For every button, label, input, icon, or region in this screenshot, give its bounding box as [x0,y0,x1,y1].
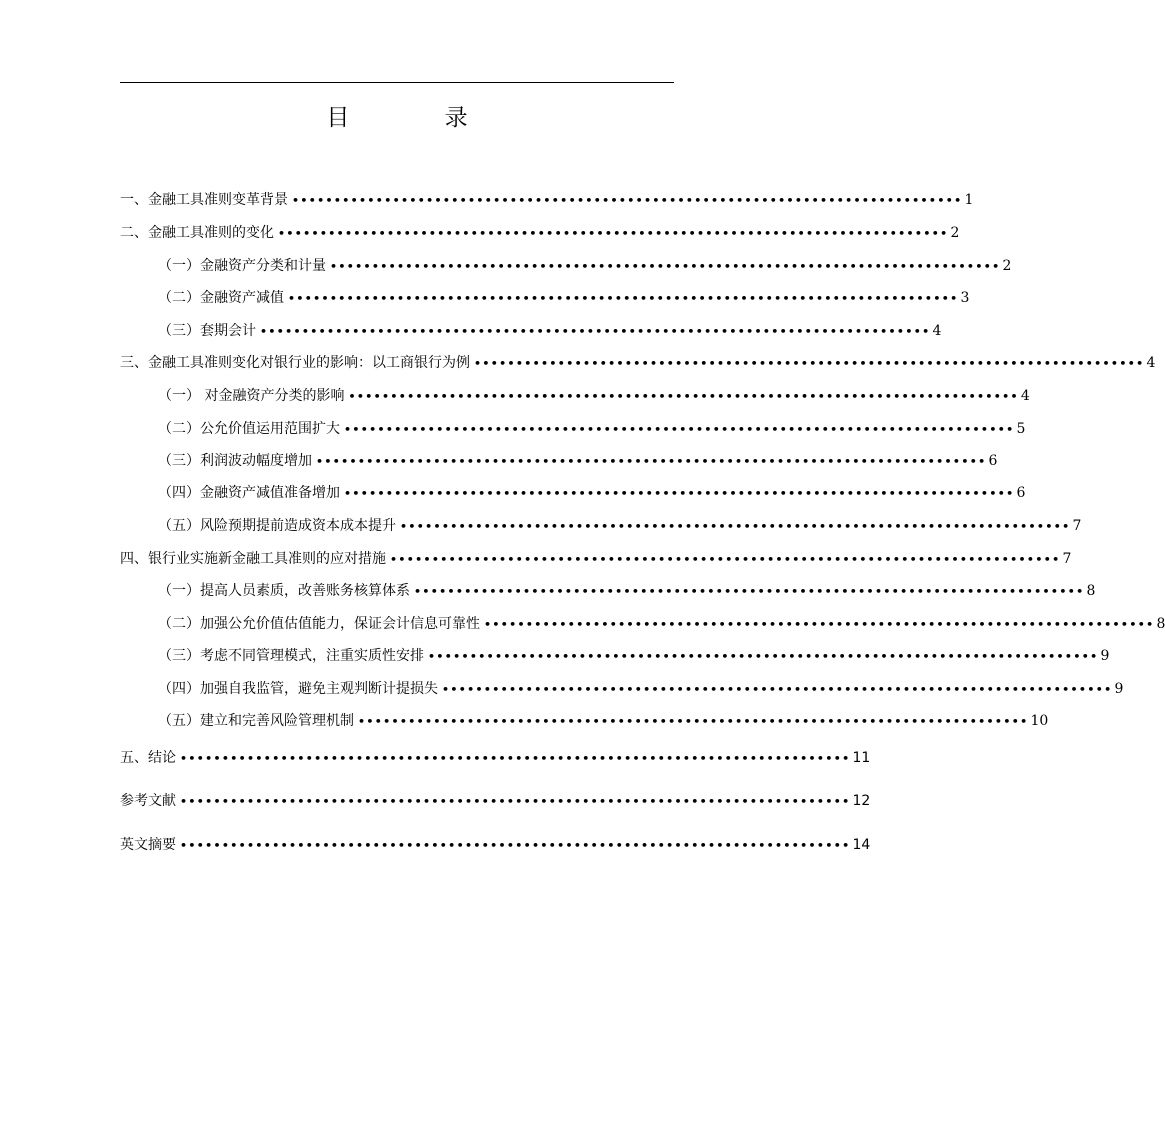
toc-entry[interactable] [120,190,974,211]
toc-entry-text: 英文摘要 [120,837,176,853]
toc-entry-text: 二、金融工具准则的变化 [120,225,274,241]
toc-dot-leader: •••••••••••••••••••••••••••••••••••••••••••••••••••••••••••••••••••••••••••••••• [288,292,959,305]
toc-dot-leader: •••••••••••••••••••••••••••••••••••••••••••••••••••••••••••••••••••••••••••••••• [358,715,1029,728]
toc-page-number: 2 [1002,258,1012,274]
toc-entry-text: （四）加强自我监管，避免主观判断计提损失 [158,681,438,697]
toc-page-number: 3 [960,290,970,306]
toc-dot-leader: •••••••••••••••••••••••••••••••••••••••••••••••••••••••••••••••••••••••••••••••• [442,683,1113,696]
toc-page-number: 6 [988,453,998,469]
toc-entry[interactable] [120,549,1072,570]
toc-page-number: 4 [1146,355,1156,371]
toc-entry-text: （三）考虑不同管理模式，注重实质性安排 [158,648,424,664]
toc-dot-leader: •••••••••••••••••••••••••••••••••••••••••••••••••••••••••••••••••••••••••••••••• [400,520,1071,533]
toc-entry[interactable] [120,451,998,472]
toc-page-number: 9 [1114,681,1124,697]
toc-entry[interactable] [120,679,1124,700]
toc-dot-leader: •••••••••••••••••••••••••••••••••••••••••••••••••••••••••••••••••••••••••••••••• [180,839,851,852]
toc-entry[interactable] [120,748,871,769]
toc-entry[interactable] [120,288,970,309]
toc-dot-leader: •••••••••••••••••••••••••••••••••••••••••••••••••••••••••••••••••••••••••••••••• [330,260,1001,273]
toc-dot-leader: •••••••••••••••••••••••••••••••••••••••••••••••••••••••••••••••••••••••••••••••• [278,227,949,240]
toc-entry-text: （二）公允价值运用范围扩大 [158,421,340,437]
toc-page-number: 9 [1100,648,1110,664]
toc-dot-leader: •••••••••••••••••••••••••••••••••••••••••••••••••••••••••••••••••••••••••••••••• [474,357,1145,370]
toc-entry-text: （三）利润波动幅度增加 [158,453,312,469]
toc-dot-leader: •••••••••••••••••••••••••••••••••••••••••••••••••••••••••••••••••••••••••••••••• [484,618,1155,631]
toc-entry[interactable] [120,646,1110,667]
toc-dot-leader: •••••••••••••••••••••••••••••••••••••••••••••••••••••••••••••••••••••••••••••••• [414,585,1085,598]
toc-entry-text: （四）金融资产减值准备增加 [158,485,340,501]
header-rule [120,82,674,83]
toc-dot-leader: •••••••••••••••••••••••••••••••••••••••••••••••••••••••••••••••••••••••••••••••• [344,487,1015,500]
toc-page-number: 6 [1016,485,1026,501]
toc-dot-leader: •••••••••••••••••••••••••••••••••••••••••••••••••••••••••••••••••••••••••••••••• [344,423,1015,436]
toc-page-number: 4 [1020,388,1030,404]
toc-entry-text: （二）加强公允价值估值能力，保证会计信息可靠性 [158,616,480,632]
toc-entry[interactable] [120,386,1030,407]
toc-page-number: 8 [1086,583,1096,599]
toc-page-number: 1 [964,192,974,208]
toc-page-number: 8 [1156,616,1165,632]
toc-entry-text: 参考文献 [120,793,176,809]
toc-entry-text: （一）提高人员素质，改善账务核算体系 [158,583,410,599]
toc-entry-text: （一）金融资产分类和计量 [158,258,326,274]
toc-dot-leader: •••••••••••••••••••••••••••••••••••••••••••••••••••••••••••••••••••••••••••••••• [348,390,1019,403]
toc-entry[interactable] [120,321,942,342]
toc-page-number: 4 [932,323,942,339]
toc-dot-leader: •••••••••••••••••••••••••••••••••••••••••••••••••••••••••••••••••••••••••••••••• [260,325,931,338]
toc-dot-leader: •••••••••••••••••••••••••••••••••••••••••••••••••••••••••••••••••••••••••••••••• [428,650,1099,663]
toc-dot-leader: •••••••••••••••••••••••••••••••••••••••••••••••••••••••••••••••••••••••••••••••• [390,553,1061,566]
toc-page-number: 14 [852,837,871,853]
toc-entry[interactable] [120,791,871,812]
toc-entry[interactable] [120,256,1012,277]
toc-page-number: 12 [852,793,871,809]
toc-entry[interactable] [120,483,1026,504]
toc-entry[interactable] [120,711,1049,732]
toc-entry[interactable] [120,223,960,244]
toc-entry-text: 一、金融工具准则变革背景 [120,192,288,208]
toc-dot-leader: •••••••••••••••••••••••••••••••••••••••••••••••••••••••••••••••••••••••••••••••• [180,752,851,765]
toc-entry[interactable] [120,516,1082,537]
page-title: 目 录 [326,105,512,131]
toc-entry[interactable] [120,581,1096,602]
toc-entry-text: （二）金融资产减值 [158,290,284,306]
toc-page-number: 2 [950,225,960,241]
toc-page-number: 5 [1016,421,1026,437]
toc-entry-text: 五、结论 [120,750,176,766]
toc-entry-text: 三、金融工具准则变化对银行业的影响：以工商银行为例 [120,355,470,371]
toc-entry[interactable] [120,419,1026,440]
toc-page-number: 7 [1062,551,1072,567]
toc-entry[interactable] [120,353,1156,374]
toc-dot-leader: •••••••••••••••••••••••••••••••••••••••••••••••••••••••••••••••••••••••••••••••• [292,194,963,207]
toc-page-number: 11 [852,750,871,766]
toc-entry-text: （五）风险预期提前造成资本成本提升 [158,518,396,534]
toc-page-number: 7 [1072,518,1082,534]
toc-entry-text: 四、银行业实施新金融工具准则的应对措施 [120,551,386,567]
toc-entry[interactable] [120,835,871,856]
toc-entry-text: （三）套期会计 [158,323,256,339]
toc-dot-leader: •••••••••••••••••••••••••••••••••••••••••••••••••••••••••••••••••••••••••••••••• [316,455,987,468]
toc-entry-text: （一） 对金融资产分类的影响 [158,388,345,404]
toc-entry[interactable] [120,614,1165,635]
toc-entry-text: （五）建立和完善风险管理机制 [158,713,354,729]
toc-page-number: 10 [1030,713,1049,729]
toc-dot-leader: •••••••••••••••••••••••••••••••••••••••••••••••••••••••••••••••••••••••••••••••• [180,795,851,808]
